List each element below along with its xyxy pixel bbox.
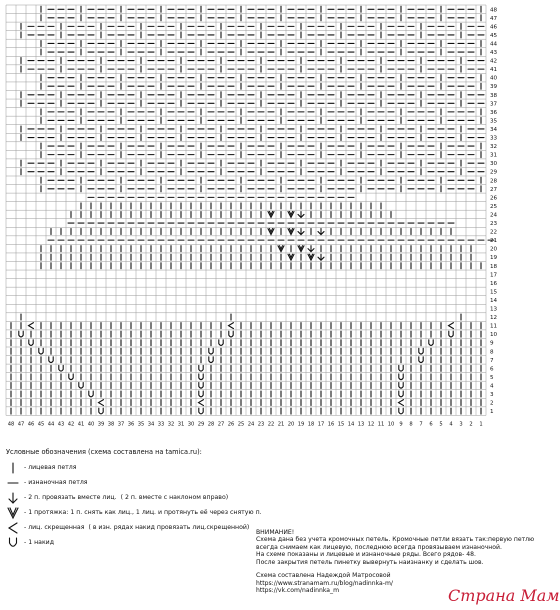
column-number: 7 bbox=[419, 421, 423, 428]
row-number: 10 bbox=[490, 332, 498, 339]
notes-line: На схеме показаны и лицевые и изнаночные ряды. Всего рядов- 48. bbox=[256, 551, 476, 559]
column-number: 41 bbox=[77, 421, 85, 428]
legend-item-twisted bbox=[6, 522, 250, 534]
column-number: 21 bbox=[277, 421, 285, 428]
legend-text: - лиц. скрещенная bbox=[24, 524, 85, 532]
row-number: 29 bbox=[490, 169, 498, 176]
column-number: 40 bbox=[87, 421, 95, 428]
column-number: 28 bbox=[207, 421, 215, 428]
yarn-over-stitch bbox=[209, 348, 213, 354]
column-number: 13 bbox=[357, 421, 365, 428]
row-number: 37 bbox=[490, 101, 498, 108]
row-number: 39 bbox=[490, 84, 498, 91]
row-number: 27 bbox=[490, 186, 498, 193]
column-number: 19 bbox=[297, 421, 305, 428]
row-number: 9 bbox=[490, 340, 494, 347]
row-number: 44 bbox=[490, 41, 498, 48]
slip-stitch bbox=[278, 246, 284, 252]
column-number: 42 bbox=[67, 421, 75, 428]
yarn-over-stitch bbox=[39, 348, 43, 354]
twisted-knit-stitch bbox=[229, 323, 234, 329]
row-number: 21 bbox=[490, 238, 498, 245]
row-number: 14 bbox=[490, 297, 498, 304]
k2tog-stitch bbox=[298, 229, 304, 235]
legend-text: - 1 накид bbox=[24, 539, 54, 547]
row-number: 46 bbox=[490, 24, 498, 31]
column-number: 32 bbox=[167, 421, 175, 428]
column-number: 47 bbox=[17, 421, 25, 428]
legend-item-k2tog bbox=[6, 492, 242, 504]
column-number: 12 bbox=[367, 421, 375, 428]
row-number: 23 bbox=[490, 221, 498, 228]
column-numbers bbox=[8, 421, 483, 427]
column-number: 5 bbox=[439, 421, 443, 428]
column-number: 4 bbox=[449, 421, 453, 428]
yarn-over-stitch bbox=[199, 383, 203, 389]
row-number: 15 bbox=[490, 289, 498, 296]
yarn-over-stitch bbox=[89, 391, 93, 397]
yarn-over-stitch bbox=[19, 331, 23, 337]
legend-symbol bbox=[6, 492, 24, 504]
legend-symbol bbox=[6, 537, 24, 549]
legend-text: - 2 п. провязать вместе лиц. bbox=[24, 494, 117, 502]
slip-stitch bbox=[268, 229, 274, 235]
column-number: 22 bbox=[267, 421, 275, 428]
yarn-over-stitch bbox=[199, 374, 203, 380]
row-number: 30 bbox=[490, 161, 498, 168]
legend-item-knit bbox=[6, 462, 242, 474]
twisted-knit-stitch bbox=[199, 400, 204, 406]
chart-gridlines bbox=[6, 5, 486, 415]
column-number: 9 bbox=[399, 421, 403, 428]
yarn-over-stitch bbox=[49, 357, 53, 363]
slip-symbol-icon bbox=[6, 507, 20, 519]
row-number: 36 bbox=[490, 109, 498, 116]
yo-symbol-icon bbox=[6, 537, 20, 549]
yarn-over-stitch bbox=[69, 374, 73, 380]
row-number: 12 bbox=[490, 315, 498, 322]
yarn-over-stitch bbox=[449, 331, 453, 337]
row-number: 13 bbox=[490, 306, 498, 313]
legend-symbol bbox=[6, 462, 24, 474]
column-number: 43 bbox=[57, 421, 65, 428]
column-number: 14 bbox=[347, 421, 355, 428]
row-number: 6 bbox=[490, 366, 494, 373]
yarn-over-stitch bbox=[229, 331, 233, 337]
legend-symbol bbox=[6, 507, 24, 519]
yarn-over-stitch bbox=[399, 391, 403, 397]
yarn-over-stitch bbox=[429, 340, 433, 346]
yarn-over-stitch bbox=[199, 391, 203, 397]
column-number: 33 bbox=[157, 421, 165, 428]
slip-stitch bbox=[298, 246, 304, 252]
credit-link[interactable]: https://www.stranamam.ru/blog/nadinnka-m/ bbox=[256, 579, 393, 587]
legend-symbol bbox=[6, 522, 24, 534]
yarn-over-stitch bbox=[399, 408, 403, 414]
column-number: 1 bbox=[479, 421, 483, 428]
column-number: 39 bbox=[97, 421, 105, 428]
row-number: 18 bbox=[490, 263, 498, 270]
row-number: 25 bbox=[490, 203, 498, 210]
k2tog-stitch bbox=[298, 212, 304, 218]
column-number: 10 bbox=[387, 421, 395, 428]
column-number: 35 bbox=[137, 421, 145, 428]
yarn-over-stitch bbox=[209, 357, 213, 363]
row-number: 28 bbox=[490, 178, 498, 185]
twisted-symbol-icon bbox=[6, 522, 20, 534]
column-number: 15 bbox=[337, 421, 345, 428]
twisted-knit-stitch bbox=[99, 400, 104, 406]
yarn-over-stitch bbox=[219, 340, 223, 346]
credit-link[interactable]: https://vk.com/nadinnka_m bbox=[256, 586, 340, 594]
credit-author: Схема составлена Надеждой Матросовой bbox=[256, 572, 391, 580]
column-number: 17 bbox=[317, 421, 325, 428]
slip-stitch bbox=[288, 229, 294, 235]
twisted-knit-stitch bbox=[449, 323, 454, 329]
legend-item-slip bbox=[6, 507, 262, 519]
k2tog-stitch bbox=[308, 246, 314, 252]
column-number: 11 bbox=[377, 421, 385, 428]
legend-text-note: ( 2 п. вместе с наклоном вправо) bbox=[120, 494, 229, 502]
column-number: 31 bbox=[177, 421, 185, 428]
row-number: 43 bbox=[490, 50, 498, 57]
yarn-over-stitch bbox=[399, 374, 403, 380]
notes-line: всегда снимаем как лицевую, последнюю всегда провязываем изнаночной. bbox=[256, 543, 502, 551]
column-number: 18 bbox=[307, 421, 315, 428]
legend-symbol bbox=[6, 477, 24, 489]
row-number: 16 bbox=[490, 280, 498, 287]
column-number: 16 bbox=[327, 421, 335, 428]
row-number: 22 bbox=[490, 229, 498, 236]
legend-title: Условные обозначения (схема составлена на tamica.ru): bbox=[6, 448, 202, 456]
row-number: 4 bbox=[490, 383, 494, 390]
column-number: 2 bbox=[469, 421, 473, 428]
k2tog-stitch bbox=[318, 254, 324, 260]
column-number: 20 bbox=[287, 421, 295, 428]
column-number: 30 bbox=[187, 421, 195, 428]
column-number: 38 bbox=[107, 421, 115, 428]
row-number: 32 bbox=[490, 144, 498, 151]
row-number: 7 bbox=[490, 357, 494, 364]
row-number: 20 bbox=[490, 246, 498, 253]
column-number: 23 bbox=[257, 421, 265, 428]
yarn-over-stitch bbox=[399, 365, 403, 371]
yarn-over-stitch bbox=[399, 383, 403, 389]
column-number: 24 bbox=[247, 421, 255, 428]
twisted-knit-stitch bbox=[399, 400, 404, 406]
row-number: 34 bbox=[490, 126, 498, 133]
row-number: 26 bbox=[490, 195, 498, 202]
yarn-over-stitch bbox=[29, 340, 33, 346]
row-number: 47 bbox=[490, 15, 498, 22]
purl-symbol-icon bbox=[6, 477, 20, 489]
row-number: 5 bbox=[490, 374, 494, 381]
row-number: 40 bbox=[490, 75, 498, 82]
row-numbers bbox=[490, 7, 498, 415]
row-number: 48 bbox=[490, 7, 498, 14]
slip-stitch bbox=[288, 212, 294, 218]
yarn-over-stitch bbox=[419, 357, 423, 363]
row-number: 3 bbox=[490, 392, 494, 399]
knit-symbol-icon bbox=[6, 462, 20, 474]
row-number: 42 bbox=[490, 58, 498, 65]
notes-line: После закрытия петель пинетку вывернуть наизнанку и сделать шов. bbox=[256, 558, 484, 566]
legend-text: - 1 протяжка: 1 п. снять как лиц., 1 лиц. и протянуть её через снятую п. bbox=[24, 509, 262, 517]
notes bbox=[256, 529, 535, 594]
k2tog-stitch bbox=[318, 229, 324, 235]
column-number: 25 bbox=[237, 421, 245, 428]
column-number: 26 bbox=[227, 421, 235, 428]
row-number: 8 bbox=[490, 349, 494, 356]
column-number: 37 bbox=[117, 421, 125, 428]
legend bbox=[6, 448, 262, 552]
row-number: 17 bbox=[490, 272, 498, 279]
column-number: 27 bbox=[217, 421, 225, 428]
row-number: 2 bbox=[490, 400, 494, 407]
column-number: 45 bbox=[37, 421, 45, 428]
notes-line: Схема дана без учета кромочных петель. Кромочные петли вязать так:первую петлю bbox=[256, 536, 535, 544]
row-number: 45 bbox=[490, 32, 498, 39]
row-number: 38 bbox=[490, 92, 498, 99]
column-number: 29 bbox=[197, 421, 205, 428]
row-number: 31 bbox=[490, 152, 498, 159]
watermark-logo: Страна Мам bbox=[448, 586, 560, 605]
legend-text-note: ( в изн. рядах накид провязать лиц.скрещенной) bbox=[88, 524, 250, 532]
row-number: 41 bbox=[490, 67, 498, 74]
column-number: 6 bbox=[429, 421, 433, 428]
legend-text: - лицевая петля bbox=[24, 464, 77, 472]
row-number: 1 bbox=[490, 409, 494, 416]
k2tog-symbol-icon bbox=[6, 492, 20, 504]
legend-item-purl bbox=[6, 477, 242, 489]
yarn-over-stitch bbox=[199, 365, 203, 371]
row-number: 19 bbox=[490, 255, 498, 262]
legend-text: - изнаночная петля bbox=[24, 479, 88, 487]
legend-item-yo bbox=[6, 537, 242, 549]
yarn-over-stitch bbox=[79, 383, 83, 389]
column-number: 46 bbox=[27, 421, 35, 428]
row-number: 33 bbox=[490, 135, 498, 142]
slip-stitch bbox=[268, 212, 274, 218]
yarn-over-stitch bbox=[419, 348, 423, 354]
column-number: 34 bbox=[147, 421, 155, 428]
row-number: 11 bbox=[490, 323, 498, 330]
yarn-over-stitch bbox=[199, 408, 203, 414]
column-number: 3 bbox=[459, 421, 463, 428]
yarn-over-stitch bbox=[59, 365, 63, 371]
column-number: 36 bbox=[127, 421, 135, 428]
twisted-knit-stitch bbox=[29, 323, 34, 329]
yarn-over-stitch bbox=[99, 408, 103, 414]
row-number: 24 bbox=[490, 212, 498, 219]
notes-title: ВНИМАНИЕ! bbox=[256, 529, 295, 536]
column-number: 44 bbox=[47, 421, 55, 428]
slip-stitch bbox=[308, 254, 314, 260]
row-number: 35 bbox=[490, 118, 498, 125]
column-number: 48 bbox=[7, 421, 15, 428]
slip-stitch bbox=[288, 254, 294, 260]
column-number: 8 bbox=[409, 421, 413, 428]
